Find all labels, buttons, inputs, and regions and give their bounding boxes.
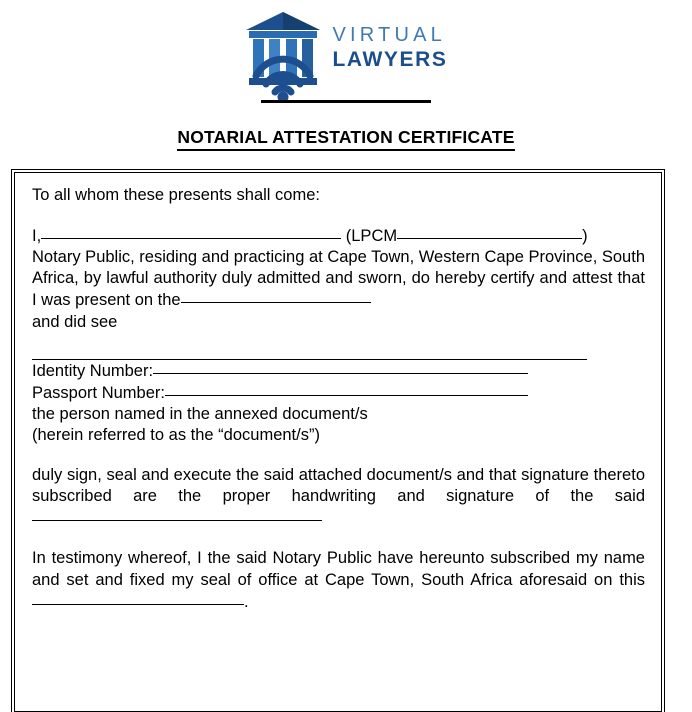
testimony-date-blank[interactable] xyxy=(32,591,244,605)
passport-number-blank[interactable] xyxy=(165,382,528,396)
courthouse-wifi-logo-icon xyxy=(244,10,322,102)
spacer xyxy=(32,529,645,548)
passport-number-label: Passport Number: xyxy=(32,383,165,402)
lpcm-group xyxy=(346,227,588,245)
notary-name-blank[interactable] xyxy=(41,225,341,239)
page-title xyxy=(0,127,692,148)
brand-word-virtual: VIRTUAL xyxy=(332,23,446,46)
identity-number-label: Identity Number: xyxy=(32,361,154,380)
notary-name-line xyxy=(32,225,645,247)
execution-paragraph-text: duly sign, seal and execute the said attached document/s and that signature thereto subscribed are the proper handwriting and signature of the said xyxy=(32,466,645,506)
document-header xyxy=(0,0,692,103)
certificate-text-content xyxy=(32,185,645,613)
certificate-body-box xyxy=(14,172,662,712)
testimony-paragraph-text: In testimony whereof, I the said Notary Public have hereunto subscribed my name and set and fixed my seal of office at Cape Town, South Africa aforesaid on this xyxy=(32,549,645,589)
presence-date-blank[interactable] xyxy=(181,289,371,303)
spacer xyxy=(32,206,645,225)
testimony-period: . xyxy=(244,592,249,611)
lpcm-open-label: (LPCM xyxy=(345,227,398,246)
spacer xyxy=(32,333,645,359)
lpcm-number-blank[interactable] xyxy=(397,225,582,239)
identity-number-blank[interactable] xyxy=(153,360,528,374)
brand-wordmark xyxy=(332,25,447,88)
execution-paragraph xyxy=(32,465,645,529)
testimony-paragraph xyxy=(32,548,645,612)
intro-prefix-label: I, xyxy=(32,227,42,246)
spacer xyxy=(32,446,645,465)
header-divider-rule xyxy=(261,100,431,103)
certification-paragraph xyxy=(32,247,645,311)
certification-paragraph-text: Notary Public, residing and practicing at Cape Town, Western Cape Province, South Africa, by lawful authority duly admitted and sworn, do hereby certify and attest that I was present on the xyxy=(32,248,645,310)
annexed-document-line: the person named in the annexed document/s xyxy=(32,404,368,423)
brand-word-lawyers: LAWYERS xyxy=(332,47,448,71)
brand-logo xyxy=(244,10,447,102)
salutation-line: To all whom these presents shall come: xyxy=(32,186,320,204)
page-title-text: NOTARIAL ATTESTATION CERTIFICATE xyxy=(177,127,514,151)
identity-number-line xyxy=(32,360,645,382)
herein-referred-line: (herein referred to as the “document/s”) xyxy=(32,425,320,444)
signatory-said-blank[interactable] xyxy=(32,507,322,521)
lpcm-close-label: ) xyxy=(582,227,588,246)
passport-number-line xyxy=(32,382,645,404)
certification-paragraph-tail: and did see xyxy=(32,312,118,331)
